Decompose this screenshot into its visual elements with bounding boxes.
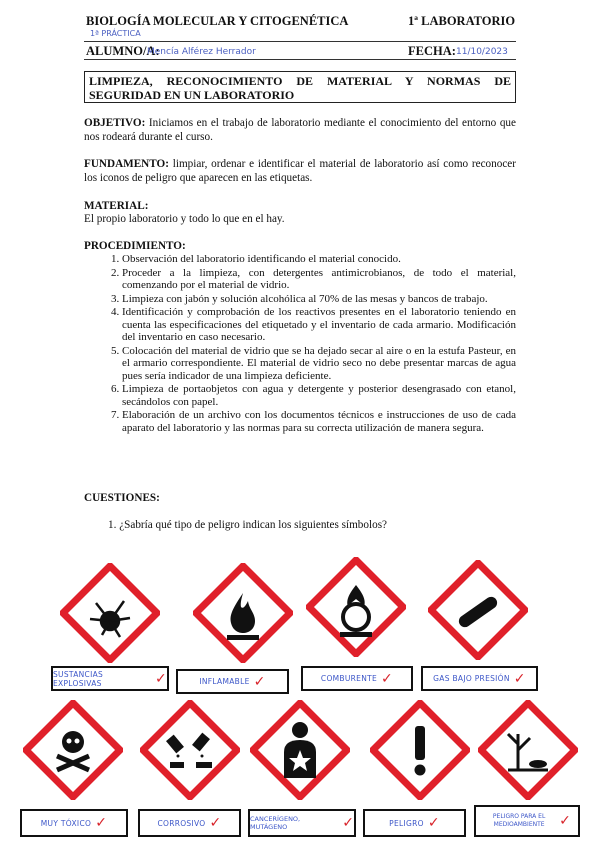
answer-box-oxidizer [301, 666, 413, 691]
date-label: FECHA: [408, 44, 456, 58]
corrosion-icon [140, 700, 240, 800]
objetivo-label: OBJETIVO: [84, 117, 146, 129]
flame-icon [193, 563, 293, 663]
check-icon: ✓ [427, 815, 440, 831]
subject-title: BIOLOGÍA MOLECULAR Y CITOGENÉTICA [86, 14, 349, 28]
check-icon: ✓ [209, 815, 222, 831]
cuestiones-label: CUESTIONES: [84, 492, 160, 504]
check-icon: ✓ [154, 670, 167, 687]
procedure-step: 3. Limpieza con jabón y solución alcohólica al 70% de las mesas y bancos de trabajo. [122, 293, 516, 306]
answer-box-health [248, 809, 356, 837]
exclamation-icon [370, 700, 470, 800]
objetivo-text: Iniciamos en el trabajo de laboratorio mediante el conocimiento del entorno que nos rodeará durante el curso. [84, 117, 516, 143]
answer-text: CANCERÍGENO, MUTÁGENO [250, 815, 301, 831]
answer-box-danger [363, 809, 466, 837]
procedure-step: 4. Identificación y comprobación de los reactivos presentes en el laboratorio teniendo en cuenta las especificaciones del etiquetado y el inventario de cada armario. Modificación del inventario en caso necesario. [122, 306, 516, 344]
answer-text: CORROSIVO [157, 818, 206, 828]
answer-box-flammable [176, 669, 289, 694]
answer-text: COMBURENTE [320, 674, 378, 683]
material-label: MATERIAL: [84, 200, 149, 212]
procedure-step: 2. Proceder a la limpieza, con detergentes antimicrobianos, de todo el material, comenzando por el material de vidrio. [122, 267, 516, 292]
health-hazard-icon [250, 700, 350, 800]
material-text: El propio laboratorio y todo lo que en el hay. [84, 213, 285, 225]
answer-text: MUY TÓXICO [40, 818, 92, 828]
answer-text: PELIGRO [389, 818, 424, 828]
explosive-icon [60, 563, 160, 663]
procedure-step: 6. Limpieza de portaobjetos con agua y detergente y posterior desengrasado con etanol, secándolos con papel. [122, 383, 516, 408]
question-1: 1. ¿Sabría qué tipo de peligro indican los siguientes símbolos? [108, 519, 388, 531]
check-icon: ✓ [342, 815, 354, 831]
fundamento-text: limpiar, ordenar e identificar el material de laboratorio así como reconocer los iconos de peligro que aparecen en las etiquetas. [84, 158, 516, 184]
fundamento-label: FUNDAMENTO: [84, 158, 169, 170]
answer-text: GAS BAJO PRESIÓN [433, 674, 510, 683]
environment-icon [478, 700, 578, 800]
procedure-list [84, 253, 516, 435]
practice-title: LIMPIEZA, RECONOCIMIENTO DE MATERIAL Y NORMAS DE SEGURIDAD EN UN LABORATORIO [84, 71, 516, 103]
answer-text: INFLAMABLE [199, 677, 250, 686]
answer-box-corrosive [138, 809, 241, 837]
answer-text: SUSTANCIAS EXPLOSIVAS [53, 669, 104, 688]
student-name: Mencía Alférez Herrador [147, 47, 256, 57]
flame-over-circle-icon [306, 557, 406, 657]
answer-box-gas [421, 666, 538, 691]
check-icon: ✓ [253, 673, 266, 690]
answer-box-toxic [20, 809, 128, 837]
skull-crossbones-icon [23, 700, 123, 800]
date-value: 11/10/2023 [456, 47, 508, 57]
check-icon: ✓ [381, 670, 394, 687]
practice-note: 1ª PRÁCTICA [90, 29, 141, 38]
header-divider [84, 41, 516, 42]
procedure-step: 1. Observación del laboratorio identificando el material conocido. [122, 253, 516, 266]
student-label: ALUMNO/A: [86, 44, 160, 58]
procedure-step: 7. Elaboración de un archivo con los documentos técnicos e instrucciones de uso de cada aparato del laboratorio y las normas para su correcta utilización de manera segura. [122, 409, 516, 434]
gas-cylinder-icon [428, 560, 528, 660]
name-divider [84, 59, 516, 60]
check-icon: ✓ [559, 813, 571, 829]
objetivo-section [84, 117, 516, 144]
answer-box-explosive [51, 666, 169, 691]
check-icon: ✓ [513, 670, 526, 687]
answer-box-environment [474, 805, 580, 837]
check-icon: ✓ [95, 815, 108, 831]
procedure-step: 5. Colocación del material de vidrio que se ha dejado secar al aire o en la estufa Pasteur, en el armario correspondiente. El material de vidrio seco no debe presentar marcas de agua pues sería indicador de una limpieza deficiente. [122, 345, 516, 383]
procedimiento-label: PROCEDIMIENTO: [84, 240, 186, 252]
fundamento-section [84, 158, 516, 185]
answer-text: PELIGRO PARA EL MEDIOAMBIENTE [492, 813, 546, 828]
lab-number: 1ª LABORATORIO [408, 14, 516, 28]
